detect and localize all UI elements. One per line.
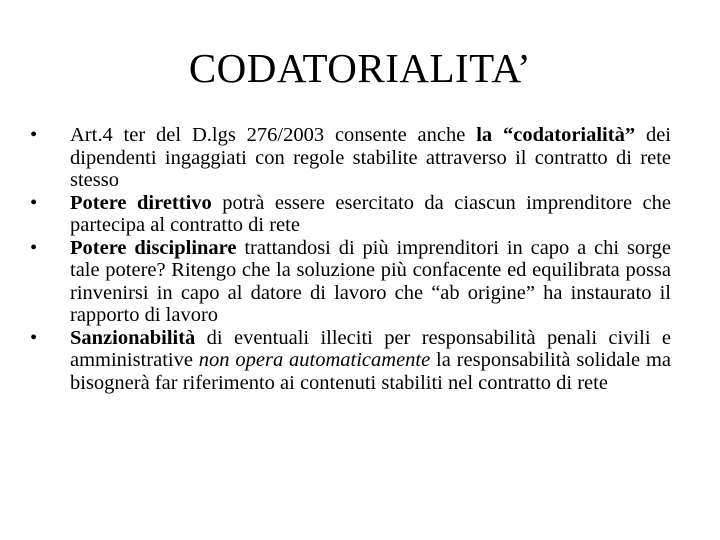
bullet-text-bold: Sanzionabilità bbox=[70, 326, 196, 349]
bullet-dot-icon: • bbox=[30, 191, 38, 214]
bullet-item bbox=[30, 124, 671, 192]
bullet-item bbox=[30, 327, 671, 395]
bullet-text: di eventuali illeciti per responsabilità penali civili e amministrative bbox=[70, 326, 671, 371]
bullet-text-bold: la “codatorialità” bbox=[476, 124, 636, 146]
bullet-text-italic: non opera automaticamente bbox=[198, 349, 431, 371]
bullet-dot-icon: • bbox=[30, 124, 38, 146]
bullet-text: Art.4 ter del D.lgs 276/2003 consente anche bbox=[70, 124, 477, 146]
bullet-text-bold: Potere disciplinare bbox=[70, 236, 237, 259]
bullet-item bbox=[30, 192, 671, 237]
bullet-text: trattandosi di più imprenditori in capo a chi sorge tale potere? Ritengo che la soluzione più confacente ed equilibrata possa rinvenirsi in capo al datore di lavoro che “ab origine” ha instaurato il rapporto di lavoro bbox=[70, 236, 671, 326]
bullet-text: la responsabilità solidale ma bisognerà far riferimento ai contenuti stabiliti nel contratto di rete bbox=[70, 349, 671, 394]
bullet-text: dei dipendenti ingaggiati con regole stabilite attraverso il contratto di rete stesso bbox=[70, 124, 671, 191]
bullet-dot-icon: • bbox=[30, 236, 38, 259]
bullet-dot-icon: • bbox=[30, 326, 38, 349]
bullet-text-bold: Potere direttivo bbox=[70, 191, 212, 214]
slide-title: CODATORIALITA’ bbox=[188, 45, 532, 91]
bullet-item bbox=[30, 237, 671, 327]
bullet-list bbox=[30, 124, 671, 394]
bullet-text: potrà essere esercitato da ciascun imprenditore che partecipa al contratto di rete bbox=[70, 191, 671, 236]
